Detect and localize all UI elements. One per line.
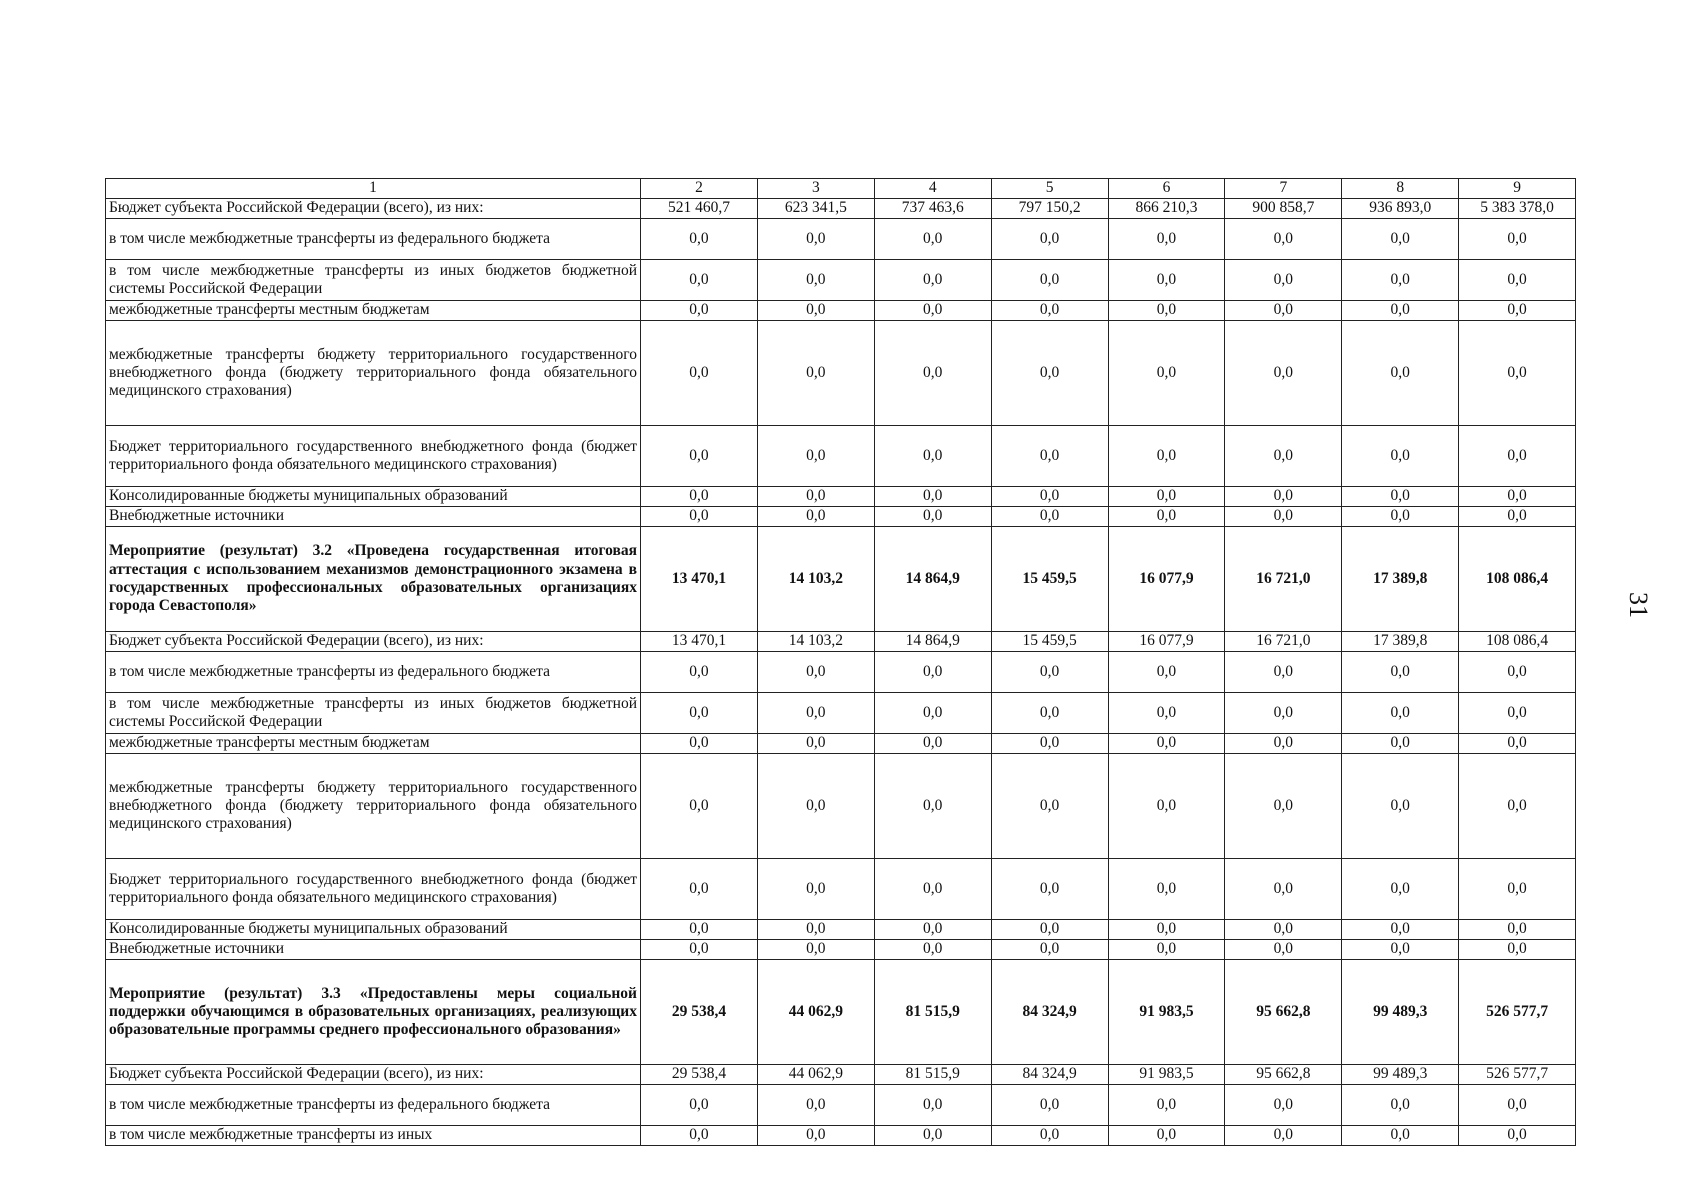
value-cell: 0,0 (991, 219, 1108, 260)
value-cell: 91 983,5 (1108, 960, 1225, 1065)
table-row (106, 321, 1576, 426)
row-label: межбюджетные трансферты местным бюджетам (106, 734, 641, 754)
budget-table (105, 178, 1576, 1146)
value-cell: 0,0 (874, 940, 991, 960)
value-cell: 0,0 (874, 1126, 991, 1146)
value-cell: 16 077,9 (1108, 632, 1225, 652)
value-cell: 0,0 (757, 734, 874, 754)
value-cell: 737 463,6 (874, 199, 991, 219)
value-cell: 0,0 (641, 859, 758, 920)
value-cell: 0,0 (991, 754, 1108, 859)
value-cell: 0,0 (1108, 507, 1225, 527)
value-cell: 0,0 (1108, 426, 1225, 487)
value-cell: 0,0 (1342, 940, 1459, 960)
value-cell: 0,0 (641, 426, 758, 487)
value-cell: 0,0 (757, 859, 874, 920)
value-cell: 17 389,8 (1342, 632, 1459, 652)
value-cell: 0,0 (991, 321, 1108, 426)
value-cell: 0,0 (1459, 920, 1576, 940)
value-cell: 0,0 (1108, 940, 1225, 960)
value-cell: 0,0 (874, 693, 991, 734)
table-row (106, 1065, 1576, 1085)
value-cell: 521 460,7 (641, 199, 758, 219)
value-cell: 0,0 (1342, 652, 1459, 693)
value-cell: 797 150,2 (991, 199, 1108, 219)
value-cell: 0,0 (1342, 734, 1459, 754)
value-cell: 0,0 (1459, 301, 1576, 321)
value-cell: 0,0 (757, 940, 874, 960)
value-cell: 0,0 (1459, 321, 1576, 426)
table-row (106, 859, 1576, 920)
value-cell: 526 577,7 (1459, 960, 1576, 1065)
header-row (106, 179, 1576, 199)
header-cell: 4 (874, 179, 991, 199)
value-cell: 0,0 (757, 693, 874, 734)
value-cell: 0,0 (991, 734, 1108, 754)
value-cell: 108 086,4 (1459, 632, 1576, 652)
value-cell: 84 324,9 (991, 1065, 1108, 1085)
table-row (106, 507, 1576, 527)
value-cell: 95 662,8 (1225, 1065, 1342, 1085)
value-cell: 0,0 (1225, 734, 1342, 754)
row-label: Бюджет территориального государственного внебюджетного фонда (бюджет территориального фонда обязательного медицинского страхования) (106, 426, 641, 487)
row-label: Бюджет субъекта Российской Федерации (всего), из них: (106, 199, 641, 219)
value-cell: 44 062,9 (757, 1065, 874, 1085)
table-row (106, 487, 1576, 507)
value-cell: 95 662,8 (1225, 960, 1342, 1065)
value-cell: 14 103,2 (757, 632, 874, 652)
table-row (106, 199, 1576, 219)
value-cell: 91 983,5 (1108, 1065, 1225, 1085)
value-cell: 99 489,3 (1342, 1065, 1459, 1085)
value-cell: 0,0 (641, 219, 758, 260)
row-label: Бюджет субъекта Российской Федерации (всего), из них: (106, 1065, 641, 1085)
value-cell: 0,0 (1108, 734, 1225, 754)
value-cell: 44 062,9 (757, 960, 874, 1065)
value-cell: 0,0 (757, 219, 874, 260)
value-cell: 0,0 (1342, 321, 1459, 426)
value-cell: 0,0 (1225, 487, 1342, 507)
value-cell: 0,0 (1108, 260, 1225, 301)
value-cell: 0,0 (991, 1126, 1108, 1146)
row-label: Внебюджетные источники (106, 940, 641, 960)
value-cell: 0,0 (641, 1085, 758, 1126)
header-cell: 8 (1342, 179, 1459, 199)
value-cell: 0,0 (1225, 940, 1342, 960)
value-cell: 0,0 (641, 507, 758, 527)
value-cell: 0,0 (1225, 426, 1342, 487)
value-cell: 0,0 (1342, 754, 1459, 859)
value-cell: 0,0 (874, 260, 991, 301)
value-cell: 108 086,4 (1459, 527, 1576, 632)
value-cell: 0,0 (991, 652, 1108, 693)
value-cell: 0,0 (1342, 426, 1459, 487)
value-cell: 0,0 (1342, 301, 1459, 321)
value-cell: 0,0 (1459, 1085, 1576, 1126)
value-cell: 0,0 (874, 652, 991, 693)
value-cell: 0,0 (1342, 859, 1459, 920)
value-cell: 99 489,3 (1342, 960, 1459, 1065)
value-cell: 0,0 (874, 507, 991, 527)
value-cell: 0,0 (757, 321, 874, 426)
row-label: межбюджетные трансферты бюджету территориального государственного внебюджетного фонда (бюджету территориального фонда обязательного медицинского страхования) (106, 754, 641, 859)
value-cell: 0,0 (1459, 734, 1576, 754)
header-cell: 9 (1459, 179, 1576, 199)
value-cell: 0,0 (874, 321, 991, 426)
value-cell: 0,0 (1459, 260, 1576, 301)
header-cell: 7 (1225, 179, 1342, 199)
header-cell: 3 (757, 179, 874, 199)
value-cell: 0,0 (1108, 1126, 1225, 1146)
value-cell: 0,0 (641, 321, 758, 426)
value-cell: 0,0 (757, 1126, 874, 1146)
value-cell: 0,0 (874, 219, 991, 260)
value-cell: 900 858,7 (1225, 199, 1342, 219)
value-cell: 0,0 (757, 507, 874, 527)
row-label: Бюджет субъекта Российской Федерации (всего), из них: (106, 632, 641, 652)
value-cell: 0,0 (641, 1126, 758, 1146)
value-cell: 0,0 (1342, 693, 1459, 734)
value-cell: 0,0 (757, 260, 874, 301)
value-cell: 84 324,9 (991, 960, 1108, 1065)
row-label: в том числе межбюджетные трансферты из иных (106, 1126, 641, 1146)
value-cell: 0,0 (1459, 693, 1576, 734)
row-label: в том числе межбюджетные трансферты из федерального бюджета (106, 1085, 641, 1126)
value-cell: 0,0 (1342, 1085, 1459, 1126)
activity-row (106, 960, 1576, 1065)
row-label: межбюджетные трансферты местным бюджетам (106, 301, 641, 321)
value-cell: 0,0 (1225, 859, 1342, 920)
value-cell: 0,0 (1459, 426, 1576, 487)
value-cell: 0,0 (1108, 301, 1225, 321)
value-cell: 0,0 (1342, 920, 1459, 940)
value-cell: 0,0 (641, 487, 758, 507)
value-cell: 0,0 (874, 859, 991, 920)
value-cell: 16 721,0 (1225, 632, 1342, 652)
value-cell: 0,0 (991, 859, 1108, 920)
value-cell: 0,0 (991, 301, 1108, 321)
value-cell: 0,0 (757, 487, 874, 507)
value-cell: 0,0 (1342, 260, 1459, 301)
value-cell: 0,0 (1225, 219, 1342, 260)
value-cell: 0,0 (1225, 301, 1342, 321)
value-cell: 0,0 (874, 426, 991, 487)
value-cell: 0,0 (641, 920, 758, 940)
table-row (106, 1126, 1576, 1146)
row-label: межбюджетные трансферты бюджету территориального государственного внебюджетного фонда (бюджету территориального фонда обязательного медицинского страхования) (106, 321, 641, 426)
value-cell: 0,0 (1342, 507, 1459, 527)
value-cell: 0,0 (1225, 652, 1342, 693)
table-row (106, 693, 1576, 734)
value-cell: 0,0 (874, 920, 991, 940)
value-cell: 0,0 (1225, 754, 1342, 859)
value-cell: 0,0 (1459, 507, 1576, 527)
row-label: Внебюджетные источники (106, 507, 641, 527)
value-cell: 0,0 (1108, 487, 1225, 507)
value-cell: 0,0 (757, 1085, 874, 1126)
value-cell: 0,0 (1459, 859, 1576, 920)
table-row (106, 301, 1576, 321)
value-cell: 0,0 (991, 507, 1108, 527)
value-cell: 14 864,9 (874, 632, 991, 652)
value-cell: 0,0 (641, 652, 758, 693)
row-label: Мероприятие (результат) 3.2 «Проведена государственная итоговая аттестация с использованием механизмов демонстрационного экзамена в государственных профессиональных образовательных организациях города Севастополя» (106, 527, 641, 632)
value-cell: 623 341,5 (757, 199, 874, 219)
value-cell: 0,0 (1459, 754, 1576, 859)
value-cell: 0,0 (1108, 693, 1225, 734)
value-cell: 14 103,2 (757, 527, 874, 632)
table-row (106, 734, 1576, 754)
table-row (106, 260, 1576, 301)
value-cell: 0,0 (874, 301, 991, 321)
value-cell: 0,0 (1342, 1126, 1459, 1146)
value-cell: 0,0 (641, 301, 758, 321)
value-cell: 0,0 (1108, 859, 1225, 920)
value-cell: 17 389,8 (1342, 527, 1459, 632)
value-cell: 16 721,0 (1225, 527, 1342, 632)
value-cell: 0,0 (991, 940, 1108, 960)
value-cell: 29 538,4 (641, 1065, 758, 1085)
value-cell: 0,0 (1342, 487, 1459, 507)
header-cell: 6 (1108, 179, 1225, 199)
value-cell: 0,0 (1108, 754, 1225, 859)
activity-row (106, 527, 1576, 632)
row-label: в том числе межбюджетные трансферты из иных бюджетов бюджетной системы Российской Федерации (106, 693, 641, 734)
value-cell: 0,0 (991, 426, 1108, 487)
value-cell: 0,0 (641, 754, 758, 859)
value-cell: 0,0 (757, 301, 874, 321)
value-cell: 13 470,1 (641, 632, 758, 652)
value-cell: 0,0 (874, 754, 991, 859)
table-row (106, 940, 1576, 960)
value-cell: 0,0 (641, 940, 758, 960)
value-cell: 0,0 (874, 734, 991, 754)
value-cell: 0,0 (1459, 1126, 1576, 1146)
table-row (106, 754, 1576, 859)
row-label: Мероприятие (результат) 3.3 «Предоставлены меры социальной поддержки обучающимся в образовательных организациях, реализующих образовательные программы среднего профессионального образования» (106, 960, 641, 1065)
value-cell: 0,0 (1108, 321, 1225, 426)
value-cell: 0,0 (757, 920, 874, 940)
table-row (106, 920, 1576, 940)
value-cell: 0,0 (991, 487, 1108, 507)
value-cell: 0,0 (757, 652, 874, 693)
budget-table-body (106, 179, 1576, 1146)
value-cell: 0,0 (641, 260, 758, 301)
header-cell: 2 (641, 179, 758, 199)
header-cell: 1 (106, 179, 641, 199)
value-cell: 0,0 (1459, 487, 1576, 507)
table-row (106, 652, 1576, 693)
value-cell: 0,0 (991, 260, 1108, 301)
table-row (106, 219, 1576, 260)
value-cell: 0,0 (1108, 652, 1225, 693)
row-label: Консолидированные бюджеты муниципальных образований (106, 487, 641, 507)
value-cell: 0,0 (641, 734, 758, 754)
value-cell: 0,0 (991, 920, 1108, 940)
value-cell: 14 864,9 (874, 527, 991, 632)
value-cell: 81 515,9 (874, 1065, 991, 1085)
value-cell: 0,0 (1108, 1085, 1225, 1126)
value-cell: 0,0 (1225, 260, 1342, 301)
value-cell: 0,0 (1108, 219, 1225, 260)
value-cell: 0,0 (641, 693, 758, 734)
value-cell: 0,0 (1225, 693, 1342, 734)
value-cell: 0,0 (1342, 219, 1459, 260)
value-cell: 0,0 (874, 1085, 991, 1126)
value-cell: 0,0 (1225, 920, 1342, 940)
value-cell: 0,0 (991, 1085, 1108, 1126)
value-cell: 0,0 (757, 426, 874, 487)
value-cell: 866 210,3 (1108, 199, 1225, 219)
row-label: Бюджет территориального государственного внебюджетного фонда (бюджет территориального фонда обязательного медицинского страхования) (106, 859, 641, 920)
value-cell: 29 538,4 (641, 960, 758, 1065)
value-cell: 0,0 (1459, 219, 1576, 260)
row-label: в том числе межбюджетные трансферты из иных бюджетов бюджетной системы Российской Федерации (106, 260, 641, 301)
value-cell: 16 077,9 (1108, 527, 1225, 632)
row-label: Консолидированные бюджеты муниципальных образований (106, 920, 641, 940)
value-cell: 0,0 (874, 487, 991, 507)
table-row (106, 426, 1576, 487)
row-label: в том числе межбюджетные трансферты из федерального бюджета (106, 652, 641, 693)
value-cell: 15 459,5 (991, 527, 1108, 632)
value-cell: 81 515,9 (874, 960, 991, 1065)
value-cell: 0,0 (1108, 920, 1225, 940)
value-cell: 0,0 (757, 754, 874, 859)
table-row (106, 632, 1576, 652)
value-cell: 0,0 (1225, 507, 1342, 527)
value-cell: 0,0 (1225, 1126, 1342, 1146)
row-label: в том числе межбюджетные трансферты из федерального бюджета (106, 219, 641, 260)
value-cell: 0,0 (1225, 321, 1342, 426)
page-number: 31 (1624, 592, 1653, 618)
value-cell: 0,0 (1225, 1085, 1342, 1126)
value-cell: 0,0 (1459, 940, 1576, 960)
value-cell: 15 459,5 (991, 632, 1108, 652)
value-cell: 13 470,1 (641, 527, 758, 632)
value-cell: 0,0 (991, 693, 1108, 734)
value-cell: 0,0 (1459, 652, 1576, 693)
value-cell: 5 383 378,0 (1459, 199, 1576, 219)
header-cell: 5 (991, 179, 1108, 199)
table-row (106, 1085, 1576, 1126)
value-cell: 526 577,7 (1459, 1065, 1576, 1085)
value-cell: 936 893,0 (1342, 199, 1459, 219)
